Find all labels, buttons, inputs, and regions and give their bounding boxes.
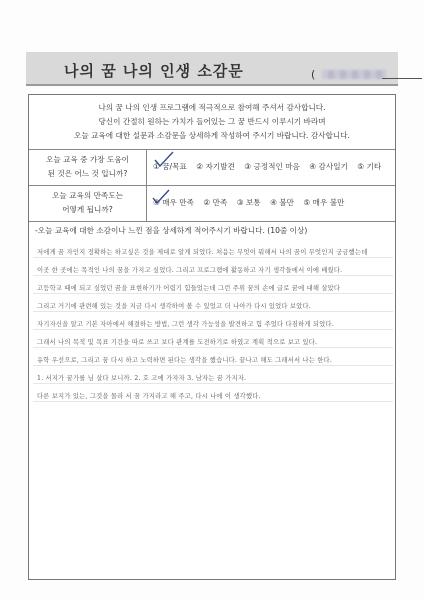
check-mark-icon: [153, 151, 175, 169]
open-question-label: -오늘 교육에 대한 소감이나 느낀 점을 상세하게 적어주시기 바랍니다. (10줄 이상): [35, 226, 308, 235]
handwritten-line: 이곳 한 곳에는 목적인 나의 꿈을 가지고 싶었다. 그리고 프로그램에 활동하고 자기 생각들에서 이에 배웠다.: [37, 267, 343, 274]
handwritten-line: 고등학교 때에 되고 싶었던 꿈을 표현하기가 어렵기 힘들었는데 그런 주위 꿈의 손에 글로 꿈에 대해 살았다: [37, 285, 341, 292]
question-label: [29, 149, 147, 185]
option[interactable]: ④ 매우 만족: [153, 198, 194, 207]
ruled-line: [33, 311, 393, 312]
check-mark-icon: [151, 188, 171, 206]
question-label-line: 된 것은 어느 것 입니까?: [47, 169, 128, 178]
handwritten-line: 그리고 거기에 관련해 있는 것을 지금 다시 생각하여 볼 수 있었고 더 나아가 다시 있었다 보았다.: [37, 303, 311, 310]
handwritten-line: 1. 서지가 꿈가를 님 살다 보니까. 2. 호 고에 가자자 3. 남자는 꿈 가지자.: [37, 375, 247, 382]
question-label: [29, 185, 147, 221]
page-title: 나의 꿈 나의 인생 소감문: [64, 62, 244, 80]
question-label-line: 오늘 교육의 만족도는: [52, 191, 123, 200]
ruled-line: [33, 401, 393, 402]
ruled-line: [33, 257, 393, 258]
name-underline: [382, 78, 422, 79]
name-field-bracket: (: [311, 68, 316, 81]
question-label-line: 어떻게 됩니까?: [62, 205, 113, 214]
survey-form: [28, 94, 396, 580]
option[interactable]: ⑤ 매우 불만: [303, 198, 345, 207]
intro-line: 당신이 간절히 원하는 가치가 들어있는 그 꿈 반드시 이루시기 바라며: [98, 117, 326, 126]
option[interactable]: ⑤ 기타: [357, 162, 382, 171]
option[interactable]: ① 꿈/목표: [153, 162, 187, 171]
option[interactable]: ③ 보통: [236, 198, 261, 207]
option[interactable]: ④ 불만: [270, 198, 294, 207]
ruled-line: [33, 275, 393, 276]
ruled-line: [33, 347, 393, 348]
header-band: [26, 52, 398, 86]
option[interactable]: ② 자기발견: [196, 162, 235, 171]
redacted-name: [322, 70, 386, 79]
divider: [29, 221, 395, 222]
intro-line: 나의 꿈 나의 인생 프로그램에 적극적으로 참여해 주셔서 감사합니다.: [98, 103, 326, 112]
options-most-helpful: [153, 161, 388, 172]
handwritten-line: 다른 보지가 있는, 그것을 몰라 서 꿈 가지라고 해 주고, 다시 나에 이 생각했다.: [37, 393, 261, 400]
question-most-helpful: [29, 149, 395, 185]
ruled-line: [33, 329, 393, 330]
option[interactable]: ② 만족: [203, 198, 228, 207]
question-satisfaction: [29, 185, 395, 221]
handwritten-line: 유학 우선으로, 그리고 꿈 다시 하고 노력하면 된다는 생각을 했습니다. 끝나고 해도 그래서서 나는 한다.: [37, 357, 333, 364]
option[interactable]: ③ 긍정적인 마음: [244, 162, 300, 171]
options-satisfaction: [153, 197, 351, 208]
handwritten-line: 저에게 꿈 자인지 정확하는 하고싶은 것을 제대로 알게 되었다. 처음는 무엇이 뭐해서 나의 꿈이 무엇인지 궁금했는데: [37, 249, 368, 256]
handwritten-line: 그래서 나의 목적 및 목표 기간을 따로 쓰고 보다 관계를 도전하기로 하였고 계획 적으로 보고 있다.: [37, 339, 318, 346]
ruled-line: [33, 383, 393, 384]
handwritten-line: 자기자신을 알고 기본 자아에서 해결하는 방법, 그런 생각 가능성을 발견하고 힘 주었다 다짐하게 되었다.: [37, 321, 334, 328]
question-label-line: 오늘 교육 중 가장 도움이: [45, 155, 129, 164]
intro-text: [29, 101, 395, 143]
option[interactable]: ④ 감사일기: [309, 162, 348, 171]
ruled-line: [33, 293, 393, 294]
intro-line: 오늘 교육에 대한 설문과 소감문을 상세하게 작성하여 주시기 바랍니다. 감사합니다.: [74, 131, 350, 140]
ruled-line: [33, 365, 393, 366]
